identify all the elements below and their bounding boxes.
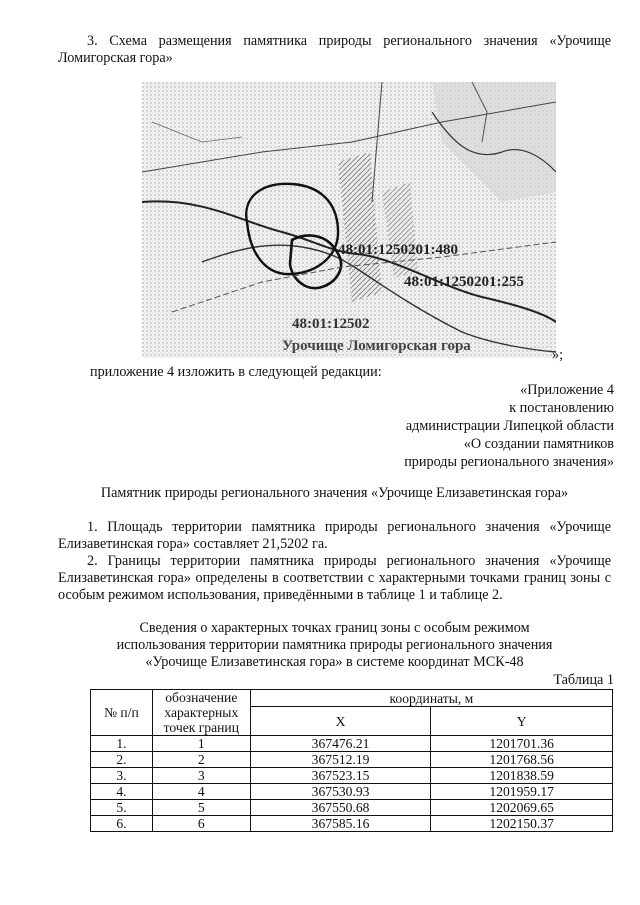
appendix-header: [214, 381, 614, 471]
row-x: 367476.21: [250, 736, 431, 752]
table-row: [91, 816, 613, 832]
row-x: 367585.16: [250, 816, 431, 832]
row-y: 1201768.56: [431, 752, 613, 768]
paragraph-area: 1. Площадь территории памятника природы регионального значения «Урочище Елизаветинская гора» составляет 21,5202 га.: [58, 519, 611, 552]
row-point: 6: [152, 816, 250, 832]
appendix-line-2: к постановлению: [509, 400, 614, 416]
table-heading: [58, 620, 611, 671]
map-heading: 3. Схема размещения памятника природы регионального значения «Урочище Ломигорская гора»: [58, 33, 611, 66]
table-row: [91, 736, 613, 752]
row-number: 2.: [91, 752, 153, 768]
appendix-line-3: администрации Липецкой области: [405, 418, 614, 434]
row-y: 1201701.36: [431, 736, 613, 752]
row-number: 5.: [91, 800, 153, 816]
instruction-text: приложение 4 изложить в следующей редакции:: [90, 364, 382, 380]
row-x: 367530.93: [250, 784, 431, 800]
row-y: 1201959.17: [431, 784, 613, 800]
header-number: № п/п: [91, 690, 153, 736]
header-point-designation: обозначение характерных точек границ: [152, 690, 250, 736]
row-number: 6.: [91, 816, 153, 832]
table-row: [91, 800, 613, 816]
table-row: [91, 752, 613, 768]
table-heading-line-1: Сведения о характерных точках границ зоны с особым режимом: [139, 620, 530, 636]
header-x: X: [250, 707, 431, 736]
row-y: 1201838.59: [431, 768, 613, 784]
table-row: [91, 768, 613, 784]
map-label-parcel-255: 48:01:1250201:255: [404, 274, 524, 290]
table-heading-line-3: «Урочище Елизаветинская гора» в системе координат МСК-48: [145, 654, 524, 670]
table-row: [91, 784, 613, 800]
paragraph-boundaries: 2. Границы территории памятника природы регионального значения «Урочище Елизаветинская гора» определены в соответствии с характерными точками границ зоны с особым режимом использования, приведёнными в таблице 1 и таблице 2.: [58, 553, 611, 603]
appendix-line-4: «О создании памятников: [463, 436, 614, 452]
row-y: 1202150.37: [431, 816, 613, 832]
header-coordinates: координаты, м: [250, 690, 612, 707]
table-label: Таблица 1: [553, 672, 614, 688]
map-label-parcel-partial: 48:01:12502: [292, 316, 370, 332]
table-heading-line-2: использования территории памятника природы регионального значения: [116, 637, 553, 653]
header-y: Y: [431, 707, 613, 736]
row-point: 5: [152, 800, 250, 816]
appendix-line-1: «Приложение 4: [520, 382, 614, 398]
coordinates-table: [90, 689, 613, 832]
map-scheme: [142, 82, 556, 358]
row-number: 3.: [91, 768, 153, 784]
appendix-line-5: природы регионального значения»: [404, 454, 614, 470]
map-closing-mark: »;: [552, 347, 564, 363]
row-number: 4.: [91, 784, 153, 800]
map-label-area-name: Урочище Ломигорская гора: [282, 338, 471, 354]
row-point: 1: [152, 736, 250, 752]
row-x: 367512.19: [250, 752, 431, 768]
monument-title: Памятник природы регионального значения «Урочище Елизаветинская гора»: [100, 485, 569, 501]
row-x: 367523.15: [250, 768, 431, 784]
map-label-parcel-480: 48:01:1250201:480: [338, 242, 458, 258]
row-y: 1202069.65: [431, 800, 613, 816]
row-point: 4: [152, 784, 250, 800]
row-point: 3: [152, 768, 250, 784]
row-x: 367550.68: [250, 800, 431, 816]
row-number: 1.: [91, 736, 153, 752]
row-point: 2: [152, 752, 250, 768]
